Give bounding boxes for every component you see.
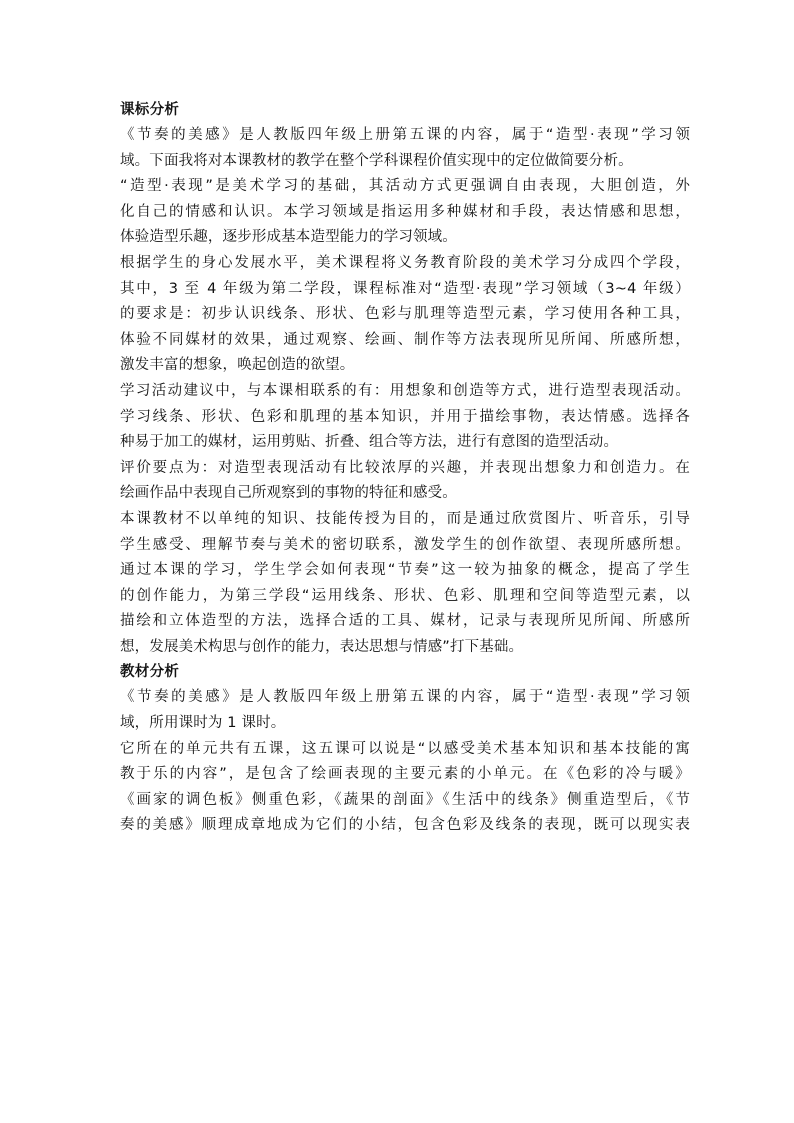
paragraph [120, 507, 690, 661]
text-line: 描绘和立体造型的方法，选择合适的工具、媒材，记录与表现所见所闻、所感所 [120, 613, 690, 630]
section-curriculum-analysis [120, 98, 690, 660]
text-line: 根据学生的身心发展水平，美术课程将义务教育阶段的美术学习分成四个学段， [120, 254, 690, 271]
paragraph [120, 174, 690, 251]
text-line: 《节奏的美感》是人教版四年级上册第五课的内容，属于“造型·表现”学习领 [120, 127, 690, 143]
paragraph [120, 685, 690, 736]
paragraph [120, 251, 690, 379]
text-line: 《节奏的美感》是人教版四年级上册第五课的内容，属于“造型·表现”学习领 [120, 689, 690, 706]
text-line: 种易于加工的媒材，运用剪贴、折叠、组合等方法，进行有意图的造型活动。 [120, 434, 619, 451]
text-line: 域，所用课时为 1 课时。 [120, 715, 286, 732]
text-line: 激发丰富的想象，唤起创造的欲望。 [120, 357, 355, 374]
text-line: 其中，3 至 4 年级为第二学段，课程标准对“造型·表现”学习领域（3~4 年级） [120, 280, 690, 297]
section-heading: 教材分析 [120, 664, 180, 681]
text-line: 教于乐的内容”，是包含了绘画表现的主要元素的小单元。在《色彩的冷与暖》 [120, 766, 690, 783]
text-line: 奏的美感》顺理成章地成为它们的小结，包含色彩及线条的表现，既可以现实表 [120, 817, 690, 834]
text-line: 化自己的情感和认识。本学习领域是指运用多种媒材和手段，表达情感和思想， [120, 203, 690, 220]
text-line: 本课教材不以单纯的知识、技能传授为目的，而是通过欣赏图片、听音乐，引导 [120, 510, 690, 527]
text-line: 《画家的调色板》侧重色彩，《蔬果的剖面》《生活中的线条》侧重造型后，《节 [120, 791, 690, 808]
text-line: 想，发展美术构思与创作的能力，表达思想与情感”打下基础。 [120, 638, 524, 655]
section-heading: 课标分析 [120, 102, 180, 118]
text-line: 体验不同媒材的效果，通过观察、绘画、制作等方法表现所见所闻、所感所想， [120, 331, 690, 348]
text-line: 学习线条、形状、色彩和肌理的基本知识，并用于描绘事物，表达情感。选择各 [120, 408, 690, 425]
text-line: 评价要点为：对造型表现活动有比较浓厚的兴趣，并表现出想象力和创造力。在 [120, 459, 690, 476]
text-line: 学生感受、理解节奏与美术的密切联系，激发学生的创作欲望、表现所感所想。 [120, 536, 690, 553]
text-line: 的创作能力，为第三学段“运用线条、形状、色彩、肌理和空间等造型元素，以 [120, 587, 690, 604]
paragraph [120, 123, 690, 174]
text-line: 体验造型乐趣，逐步形成基本造型能力的学习领域。 [120, 229, 457, 246]
text-line: 通过本课的学习，学生学会如何表现“节奏”这一较为抽象的概念，提高了学生 [120, 562, 690, 579]
text-line: 的要求是：初步认识线条、形状、色彩与肌理等造型元素，学习使用各种工具， [120, 306, 690, 323]
text-line: 绘画作品中表现自己所观察到的事物的特征和感受。 [120, 485, 457, 502]
text-line: 学习活动建议中，与本课相联系的有：用想象和创造等方式，进行造型表现活动。 [120, 382, 690, 399]
text-line: 它所在的单元共有五课，这五课可以说是“以感受美术基本知识和基本技能的寓 [120, 740, 690, 757]
text-line: 域。下面我将对本课教材的教学在整个学科课程价值实现中的定位做简要分析。 [120, 152, 633, 169]
paragraph [120, 456, 690, 507]
text-line: “造型·表现”是美术学习的基础，其活动方式更强调自由表现，大胆创造，外 [120, 178, 690, 195]
paragraph [120, 737, 690, 839]
paragraph [120, 379, 690, 456]
section-textbook-analysis [120, 660, 690, 839]
document-page [120, 98, 690, 839]
